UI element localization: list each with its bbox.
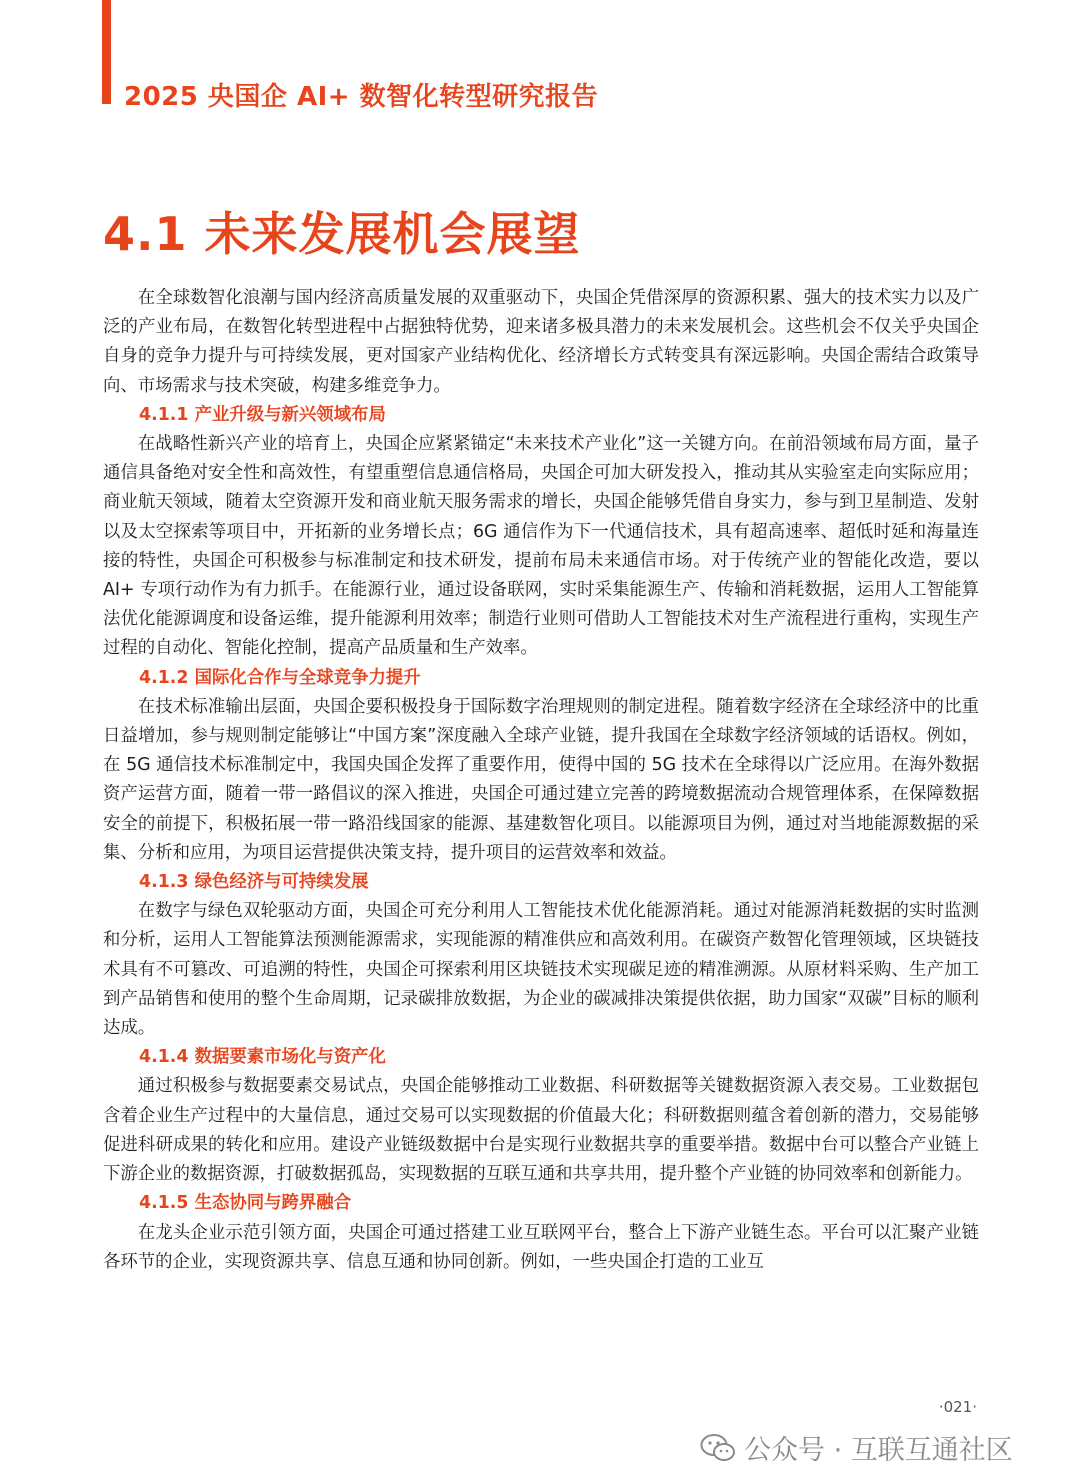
section-content [103,284,979,1277]
section-heading: 4.1 未来发展机会展望 [103,207,581,261]
header-accent-bar [102,0,111,104]
page-number: ·021· [938,1398,977,1416]
intro-paragraph: 在全球数智化浪潮与国内经济高质量发展的双重驱动下，央国企凭借深厚的资源积累、强大的技术实力以及广泛的产业布局，在数智化转型进程中占据独特优势，迎来诸多极具潜力的未来发展机会。这些机会不仅关乎央国企自身的竞争力提升与可持续发展，更对国家产业结构优化、经济增长方式转变具有深远影响。央国企需结合政策导向、市场需求与技术突破，构建多维竞争力。 [103,288,979,396]
wechat-icon [700,1433,736,1463]
report-title: 2025 央国企 AI+ 数智化转型研究报告 [124,82,599,112]
subsection-title-4-1-4: 4.1.4 数据要素市场化与资产化 [139,1047,386,1068]
subsection-title-4-1-5: 4.1.5 生态协同与跨界融合 [139,1193,352,1214]
subsection-body-4-1-5: 在龙头企业示范引领方面，央国企可通过搭建工业互联网平台，整合上下游产业链生态。平台可以汇聚产业链各环节的企业，实现资源共享、信息互通和协同创新。例如，一些央国企打造的工业互 [103,1222,979,1272]
subsection-title-4-1-3: 4.1.3 绿色经济与可持续发展 [139,872,369,893]
subsection-body-4-1-2: 在技术标准输出层面，央国企要积极投身于国际数字治理规则的制定进程。随着数字经济在全球经济中的比重日益增加，参与规则制定能够让“中国方案”深度融入全球产业链，提升我国在全球数字经济领域的话语权。例如，在 5G 通信技术标准制定中，我国央国企发挥了重要作用，使得中国的 5G 技术在全球得以广泛应用。在海外数据资产运营方面，随着一带一路倡议的深入推进，央国企可通过建立完善的跨境数据流动合规管理体系，在保障数据安全的前提下，积极拓展一带一路沿线国家的能源、基建数智化项目。以能源项目为例，通过对当地能源数据的采集、分析和应用，为项目运营提供决策支持，提升项目的运营效率和效益。 [103,696,979,863]
subsection-body-4-1-3: 在数字与绿色双轮驱动方面，央国企可充分利用人工智能技术优化能源消耗。通过对能源消耗数据的实时监测和分析，运用人工智能算法预测能源需求，实现能源的精准供应和高效利用。在碳资产数智化管理领域，区块链技术具有不可篡改、可追溯的特性，央国企可探索利用区块链技术实现碳足迹的精准溯源。从原材料采购、生产加工到产品销售和使用的整个生命周期，记录碳排放数据，为企业的碳减排决策提供依据，助力国家“双碳”目标的顺利达成。 [103,901,979,1039]
watermark-text: 公众号 · 互联互通社区 [744,1435,1013,1466]
subsection-title-4-1-2: 4.1.2 国际化合作与全球竞争力提升 [139,667,421,688]
subsection-body-4-1-4: 通过积极参与数据要素交易试点，央国企能够推动工业数据、科研数据等关键数据资源入表交易。工业数据包含着企业生产过程中的大量信息，通过交易可以实现数据的价值最大化；科研数据则蕴含着创新的潜力，交易能够促进科研成果的转化和应用。建设产业链级数据中台是实现行业数据共享的重要举措。数据中台可以整合产业链上下游企业的数据资源，打破数据孤岛，实现数据的互联互通和共享共用，提升整个产业链的协同效率和创新能力。 [103,1076,979,1185]
subsection-body-4-1-1: 在战略性新兴产业的培育上，央国企应紧紧锚定“未来技术产业化”这一关键方向。在前沿领域布局方面，量子通信具备绝对安全性和高效性，有望重塑信息通信格局，央国企可加大研发投入，推动其从实验室走向实际应用；商业航天领域，随着太空资源开发和商业航天服务需求的增长，央国企能够凭借自身实力，参与到卫星制造、发射以及太空探索等项目中，开拓新的业务增长点；6G 通信作为下一代通信技术，具有超高速率、超低时延和海量连接的特性，央国企可积极参与标准制定和技术研发，提前布局未来通信市场。对于传统产业的智能化改造，要以 AI+ 专项行动作为有力抓手。在能源行业，通过设备联网，实时采集能源生产、传输和消耗数据，运用人工智能算法优化能源调度和设备运维，提升能源利用效率；制造行业则可借助人工智能技术对生产流程进行重构，实现生产过程的自动化、智能化控制，提高产品质量和生产效率。 [103,434,979,659]
watermark [700,1428,1013,1467]
subsection-title-4-1-1: 4.1.1 产业升级与新兴领域布局 [139,404,386,425]
